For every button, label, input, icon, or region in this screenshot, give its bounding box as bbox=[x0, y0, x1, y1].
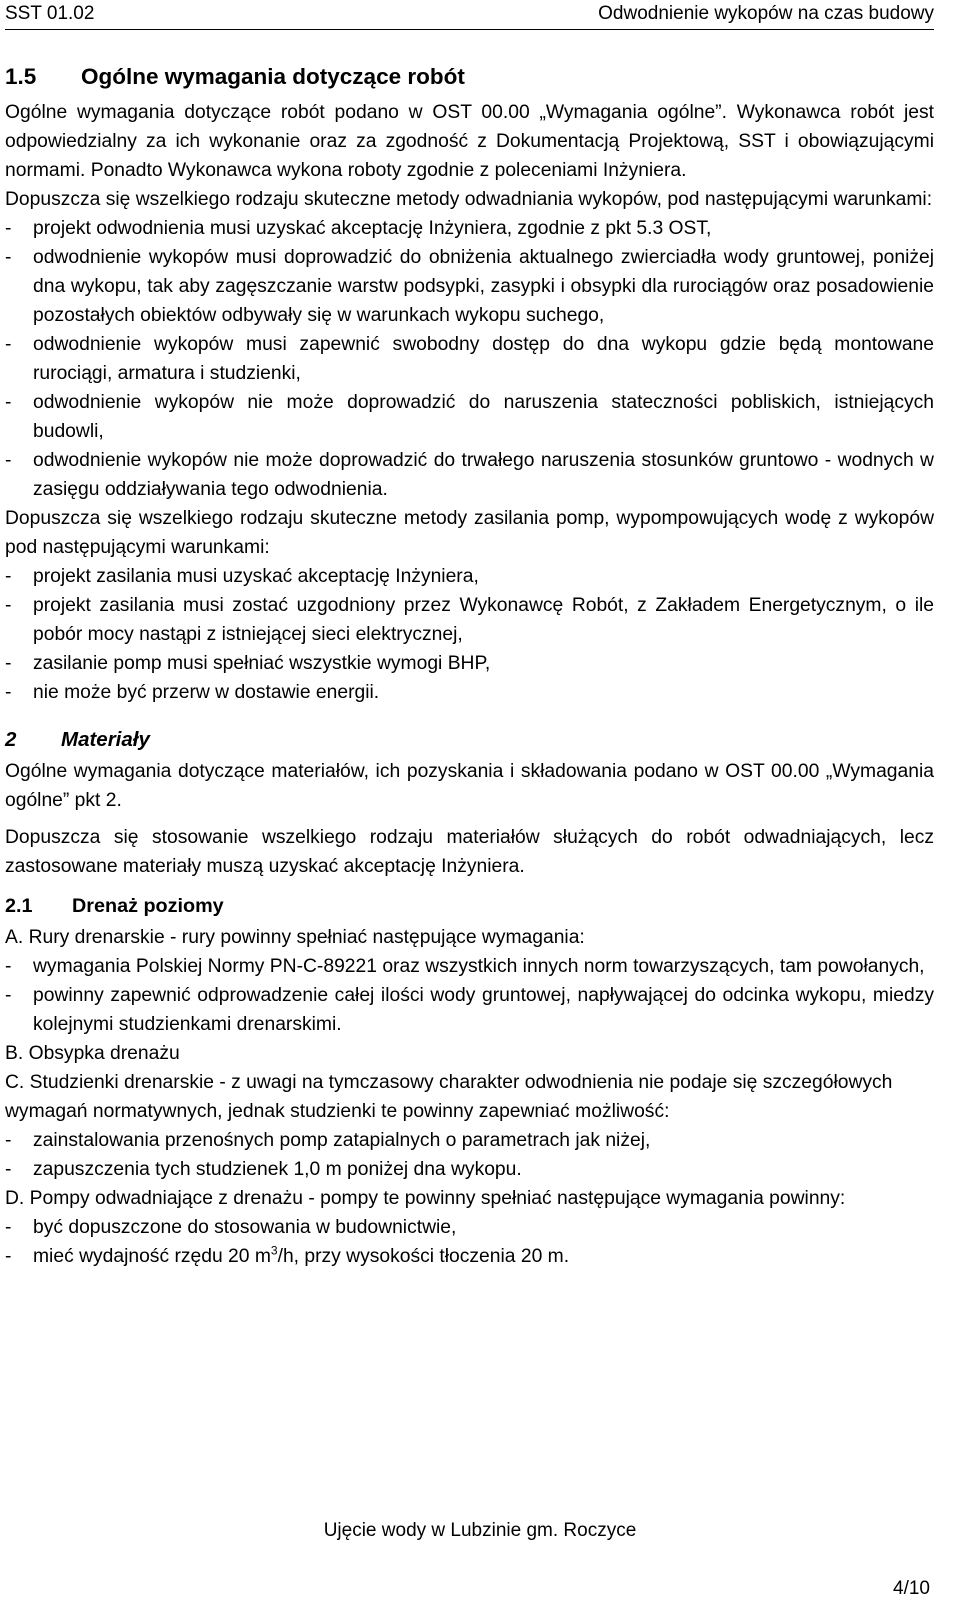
bullet-list bbox=[5, 1213, 934, 1271]
document-body bbox=[5, 62, 934, 1271]
paragraph: Dopuszcza się wszelkiego rodzaju skuteczne metody odwadniania wykopów, pod następującymi warunkami: bbox=[5, 189, 933, 210]
bullet-list bbox=[5, 1126, 934, 1184]
bullet-list bbox=[5, 952, 934, 1039]
paragraph: A. Rury drenarskie - rury powinny spełniać następujące wymagania: bbox=[5, 927, 585, 948]
list-item: - nie może być przerw w dostawie energii. bbox=[5, 682, 380, 703]
section-number: 1.5 bbox=[5, 64, 37, 89]
superscript: 3 bbox=[270, 1243, 278, 1258]
section-heading-2 bbox=[5, 725, 934, 755]
list-item: - zapuszczenia tych studzienek 1,0 m poniżej dna wykopu. bbox=[5, 1159, 522, 1180]
section-heading-1-5 bbox=[5, 62, 934, 92]
paragraph: Ogólne wymagania dotyczące robót podano w OST 00.00 „Wymagania ogólne”. Wykonawca robót jest odpowiedzialny za ich wykonanie oraz za zgodność z Dokumentacją Projektową, SST i obowiązującymi normami. Ponadto Wykonawca wykona roboty zgodnie z poleceniami Inżyniera. bbox=[5, 102, 934, 181]
pump-capacity-text: mieć wydajność rzędu 20 m bbox=[33, 1246, 271, 1267]
page-footer: Ujęcie wody w Lubzinie gm. Roczyce bbox=[323, 1520, 637, 1541]
page-header bbox=[5, 3, 934, 30]
list-item: - odwodnienie wykopów musi zapewnić swobodny dostęp do dna wykopu gdzie będą montowane rurociągi, armatura i studzienki, bbox=[5, 334, 934, 384]
paragraph: B. Obsypka drenażu bbox=[5, 1043, 180, 1064]
list-item: - być dopuszczone do stosowania w budownictwie, bbox=[5, 1217, 457, 1238]
list-item: - odwodnienie wykopów nie może doprowadzić do naruszenia stateczności pobliskich, istniejących budowli, bbox=[5, 392, 934, 442]
section-title: Ogólne wymagania dotyczące robót bbox=[81, 64, 465, 89]
section-title: Drenaż poziomy bbox=[72, 895, 224, 917]
paragraph: Dopuszcza się stosowanie wszelkiego rodzaju materiałów służących do robót odwadniających, lecz zastosowane materiały muszą uzyskać akceptację Inżyniera. bbox=[5, 827, 934, 877]
pump-capacity-text-end: /h, przy wysokości tłoczenia 20 m. bbox=[277, 1246, 570, 1267]
list-item: - odwodnienie wykopów nie może doprowadzić do trwałego naruszenia stosunków gruntowo - wodnych w zasięgu oddziaływania tego odwodnienia. bbox=[5, 450, 934, 500]
list-item: - powinny zapewnić odprowadzenie całej ilości wody gruntowej, napływającej do odcinka wykopu, miedzy kolejnymi studzienkami drenarskimi. bbox=[5, 985, 934, 1035]
section-number: 2.1 bbox=[5, 895, 33, 917]
header-doc-title: Odwodnienie wykopów na czas budowy bbox=[598, 3, 934, 24]
paragraph: Ogólne wymagania dotyczące materiałów, ich pozyskania i składowania podano w OST 00.00 „Wymagania ogólne” pkt 2. bbox=[5, 761, 934, 811]
section-title: Materiały bbox=[61, 728, 150, 751]
bullet-list bbox=[5, 214, 934, 504]
list-item: - wymagania Polskiej Normy PN-C-89221 oraz wszystkich innych norm towarzyszących, tam powołanych, bbox=[5, 956, 925, 977]
paragraph: Dopuszcza się wszelkiego rodzaju skuteczne metody zasilania pomp, wypompowujących wodę z wykopów pod następującymi warunkami: bbox=[5, 508, 934, 558]
header-doc-code: SST 01.02 bbox=[5, 3, 95, 24]
list-item: - zasilanie pomp musi spełniać wszystkie wymogi BHP, bbox=[5, 653, 491, 674]
section-number: 2 bbox=[5, 728, 17, 751]
bullet-list bbox=[5, 562, 934, 707]
list-item: - projekt odwodnienia musi uzyskać akceptację Inżyniera, zgodnie z pkt 5.3 OST, bbox=[5, 218, 712, 239]
paragraph: C. Studzienki drenarskie - z uwagi na tymczasowy charakter odwodnienia nie podaje się szczegółowych wymagań normatywnych, jednak studzienki te powinny zapewniać możliwość: bbox=[5, 1072, 893, 1122]
list-item: - mieć wydajność rzędu 20 $m^3/h$, przy wysokości tłoczenia 20 m. bbox=[5, 1243, 570, 1267]
section-heading-2-1 bbox=[5, 891, 934, 921]
list-item: - projekt zasilania musi uzyskać akceptację Inżyniera, bbox=[5, 566, 479, 587]
list-item: - odwodnienie wykopów musi doprowadzić do obniżenia aktualnego zwierciadła wody gruntowej, poniżej dna wykopu, tak aby zagęszczanie warstw podsypki, zasypki i obsypki dla rurociągów oraz posadowienie pozostałych obiektów odbywały się w warunkach wykopu suchego, bbox=[5, 247, 934, 326]
list-item: - projekt zasilania musi zostać uzgodniony przez Wykonawcę Robót, z Zakładem Energetycznym, o ile pobór mocy nastąpi z istniejącej sieci elektrycznej, bbox=[5, 595, 934, 645]
list-item: - zainstalowania przenośnych pomp zatapialnych o parametrach jak niżej, bbox=[5, 1130, 651, 1151]
paragraph: D. Pompy odwadniające z drenażu - pompy te powinny spełniać następujące wymagania powinny: bbox=[5, 1188, 846, 1209]
page-number: 4/10 bbox=[893, 1578, 930, 1599]
